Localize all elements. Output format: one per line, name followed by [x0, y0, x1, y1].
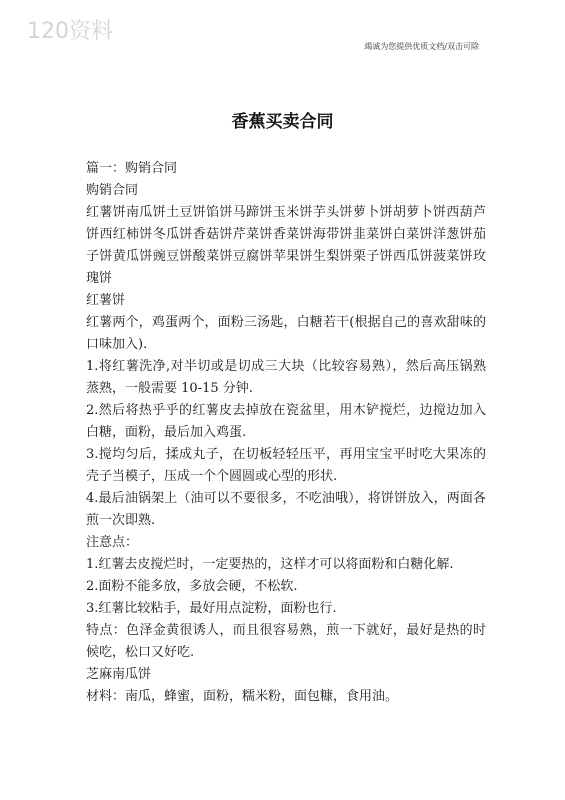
- paragraph: 特点：色泽金黄很诱人，而且很容易熟，煎一下就好，最好是热的时候吃，松口又好吃.: [86, 623, 486, 660]
- note-item: 2.面粉不能多放，多放会硬，不松软.: [86, 579, 298, 594]
- step-item: 2.然后将热乎乎的红薯皮去掉放在瓷盆里，用木铲搅烂，边搅边加入白糖，面粉，最后加入鸡蛋.: [86, 403, 486, 440]
- document-body: [86, 158, 486, 708]
- document-title: 香蕉买卖合同: [231, 112, 334, 132]
- paragraph: 红薯饼南瓜饼土豆饼馅饼马蹄饼玉米饼芋头饼萝卜饼胡萝卜饼西葫芦饼西红柿饼冬瓜饼香菇饼芹菜饼香菜饼海带饼韭菜饼白菜饼洋葱饼茄子饼黄瓜饼豌豆饼酸菜饼豆腐饼苹果饼生梨饼栗子饼西瓜饼菠菜饼玫瑰饼: [86, 205, 486, 286]
- watermark-logo: 120资料: [27, 19, 113, 44]
- header-note: 竭诚为您提供优质文档/双击可除: [364, 42, 479, 51]
- note-item: 3.红薯比较粘手，最好用点淀粉，面粉也行.: [86, 601, 337, 616]
- subheading: 红薯饼: [86, 293, 126, 308]
- step-item: 4.最后油锅架上（油可以不要很多，不吃油哦），将饼饼放入，两面各煎一次即熟.: [86, 491, 486, 528]
- paragraph: 红薯两个，鸡蛋两个，面粉三汤匙，白糖若干(根据自己的喜欢甜味的口味加入).: [86, 315, 486, 352]
- subheading: 芝麻南瓜饼: [86, 667, 152, 682]
- section-heading: 篇一：购销合同: [86, 161, 178, 176]
- subheading: 注意点：: [86, 535, 139, 550]
- step-item: 3.搅均匀后，揉成丸子，在切板轻轻压平，再用宝宝平时吃大果冻的壳子当模子，压成一个个圆圆或心型的形状.: [86, 447, 486, 484]
- step-item: 1.将红薯洗净,对半切或是切成三大块（比较容易熟），然后高压锅熟蒸熟，一般需要 10-15 分钟.: [86, 359, 486, 396]
- note-item: 1.红薯去皮搅烂时，一定要热的，这样才可以将面粉和白糖化解.: [86, 557, 454, 572]
- subheading: 购销合同: [86, 183, 139, 198]
- paragraph: 材料：南瓜，蜂蜜，面粉，糯米粉，面包糠，食用油。: [86, 689, 399, 704]
